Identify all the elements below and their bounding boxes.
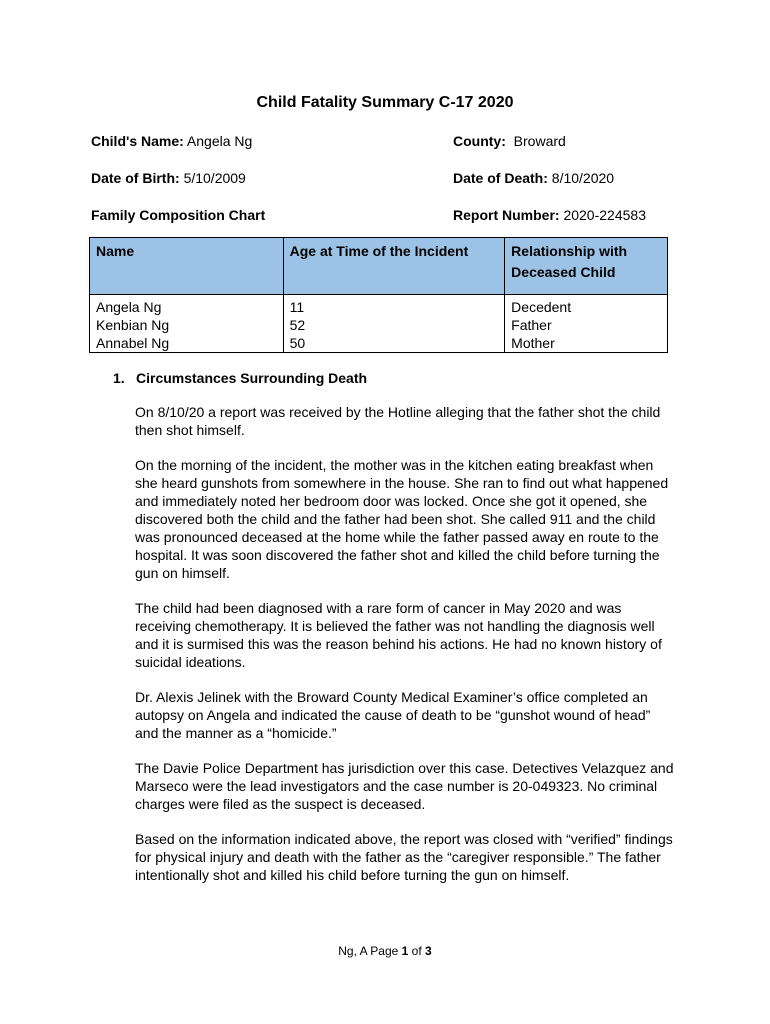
- footer-total-pages: 3: [425, 944, 432, 958]
- table-header-row: [90, 238, 668, 295]
- cell-name: Kenbian Ng: [90, 316, 284, 334]
- cell-age: 52: [283, 316, 505, 334]
- cell-relationship: Mother: [505, 334, 668, 353]
- report-number-label: Report Number:: [453, 207, 560, 223]
- cell-name: Annabel Ng: [90, 334, 284, 353]
- paragraph: Based on the information indicated above, the report was closed with “verified” findings for physical injury and death with the father as the “caregiver responsible.” The father intentionally shot and killed his child before turning the gun on himself.: [135, 831, 673, 883]
- footer-of: of: [408, 944, 426, 958]
- dob-label: Date of Birth:: [91, 170, 180, 186]
- paragraph: The child had been diagnosed with a rare form of cancer in May 2020 and was receiving chemotherapy. It is believed the father was not handling the diagnosis well and it is surmised this was the reason behind his actions. He had no known history of suicidal ideations.: [135, 600, 662, 670]
- page-footer: [0, 944, 770, 958]
- paragraph: Dr. Alexis Jelinek with the Broward County Medical Examiner’s office completed an autopsy on Angela and indicated the cause of death to be “gunshot wound of head” and the manner as a “homicide.”: [135, 689, 651, 741]
- section-heading: [113, 370, 367, 386]
- cell-name: Angela Ng: [90, 295, 284, 317]
- report-number-field: [453, 207, 646, 223]
- page-title: Child Fatality Summary C-17 2020: [256, 94, 514, 111]
- paragraph: On the morning of the incident, the mother was in the kitchen eating breakfast when she heard gunshots from somewhere in the house. She ran to find out what happened and immediately noted her bedroom door was locked. Once she got it opened, she discovered both the child and the father had been shot. She called 911 and the child was pronounced deceased at the home while the father passed away en route to the hospital. It was soon discovered the father shot and killed the child before turning the gun on himself.: [135, 457, 669, 581]
- county-field: [453, 133, 566, 149]
- dod-label: Date of Death:: [453, 170, 548, 186]
- dob-value: 5/10/2009: [183, 170, 246, 186]
- column-header-name: Name: [90, 238, 284, 295]
- child-name-field: [91, 133, 252, 149]
- cell-relationship: Decedent: [505, 295, 668, 317]
- cell-relationship: Father: [505, 316, 668, 334]
- table-row: [90, 295, 668, 317]
- cell-age: 50: [283, 334, 505, 353]
- county-value: Broward: [513, 133, 566, 149]
- dod-field: [453, 170, 614, 186]
- report-number-value: 2020-224583: [563, 207, 646, 223]
- footer-prefix: Ng, A Page: [338, 944, 402, 958]
- section-title: Circumstances Surrounding Death: [136, 370, 368, 386]
- section-body: [135, 403, 675, 901]
- column-header-age: Age at Time of the Incident: [283, 238, 505, 295]
- child-name-label: Child's Name:: [91, 133, 184, 149]
- footer-page-number: 1: [401, 944, 409, 958]
- family-composition-table: [89, 237, 668, 353]
- column-header-relationship: Relationship with Deceased Child: [505, 238, 668, 295]
- dod-value: 8/10/2020: [551, 170, 615, 186]
- cell-age: 11: [283, 295, 505, 317]
- paragraph: On 8/10/20 a report was received by the Hotline alleging that the father shot the child then shot himself.: [135, 404, 661, 438]
- table-row: [90, 316, 668, 334]
- section-number: 1.: [113, 370, 125, 386]
- county-label: County:: [453, 133, 506, 149]
- table-row: [90, 334, 668, 353]
- child-name-value: Angela Ng: [186, 133, 253, 149]
- family-chart-label: Family Composition Chart: [91, 207, 266, 223]
- paragraph: The Davie Police Department has jurisdiction over this case. Detectives Velazquez and Marseco were the lead investigators and the case number is 20-049323. No criminal charges were filed as the suspect is deceased.: [135, 760, 674, 812]
- dob-field: [91, 170, 246, 186]
